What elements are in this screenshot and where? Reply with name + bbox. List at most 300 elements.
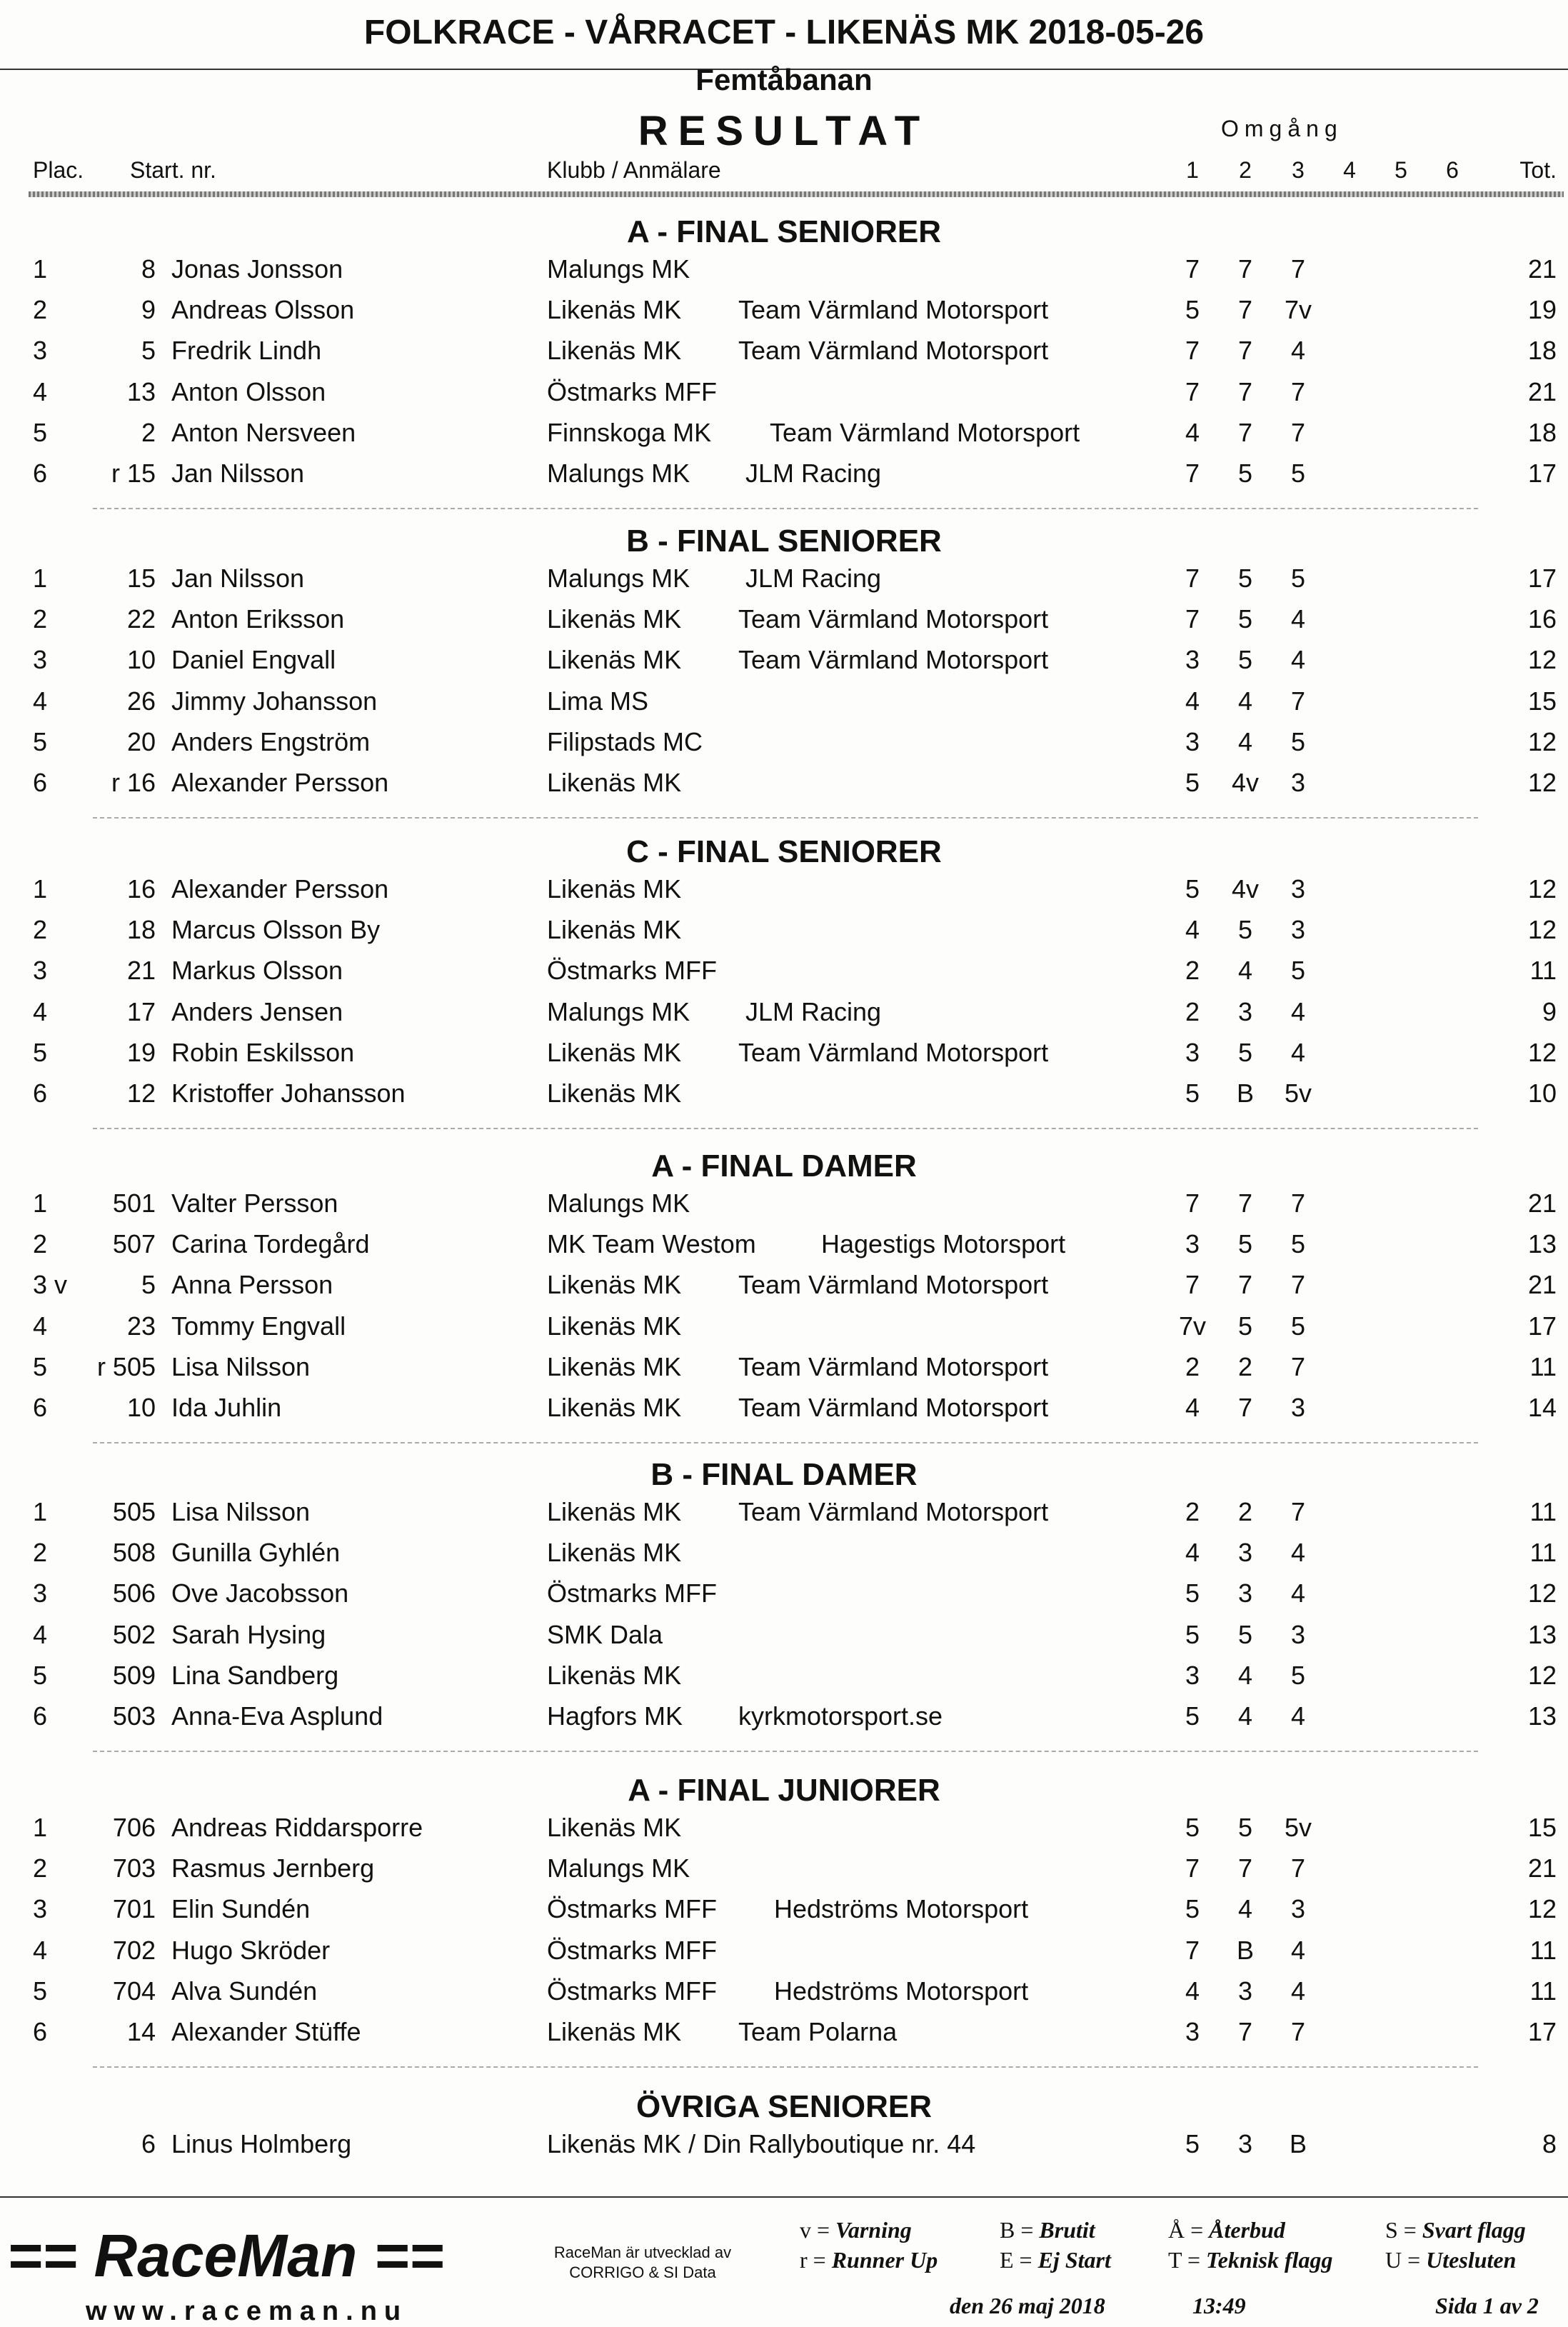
round-1-score: 5 (1185, 1813, 1200, 1842)
round-2-score: 4 (1237, 726, 1253, 756)
round-3-score: 4 (1290, 1935, 1306, 1965)
driver-name: Alexander Persson (171, 768, 389, 797)
round-2-score: 5 (1237, 1813, 1253, 1842)
section-separator (93, 1751, 1478, 1752)
placement: 1 (33, 564, 48, 593)
legend-code: S (1385, 2217, 1398, 2243)
total-points: 17 (1527, 459, 1557, 488)
table-row (0, 874, 1568, 915)
col-round-6: 6 (1446, 157, 1459, 183)
club-name: Likenäs MK (547, 1813, 682, 1842)
start-number: 22 (126, 604, 156, 634)
club-name: Likenäs MK (547, 1037, 682, 1067)
total-points: 11 (1529, 1497, 1557, 1526)
table-row (0, 645, 1568, 686)
start-number: 508 (112, 1538, 156, 1568)
round-1-score: 5 (1185, 1701, 1200, 1731)
start-number: 8 (141, 254, 156, 284)
round-1-score: 7 (1185, 564, 1200, 593)
round-3-score: 5 (1290, 1311, 1306, 1341)
round-3-score: 7 (1290, 376, 1306, 406)
round-1-score: 7 (1185, 1935, 1200, 1965)
club-name: Likenäs MK (547, 1270, 682, 1300)
total-points: 12 (1527, 1037, 1557, 1067)
start-number: r 15 (111, 459, 156, 488)
team-name: kyrkmotorsport.se (738, 1701, 943, 1731)
club-name: Likenäs MK (547, 874, 682, 904)
club-name: Likenäs MK (547, 2017, 682, 2046)
placement: 5 (33, 1976, 48, 2006)
legend-item-t: T = Teknisk flagg (1168, 2247, 1333, 2273)
round-1-score: 7 (1185, 1270, 1200, 1300)
start-number: 19 (126, 1037, 156, 1067)
round-3-score: 4 (1290, 336, 1306, 366)
club-name: Likenäs MK (547, 1351, 682, 1381)
team-name: Hedströms Motorsport (774, 1894, 1029, 1924)
round-2-score: 3 (1237, 1976, 1253, 2006)
round-3-score: 3 (1290, 768, 1306, 797)
round-3-score: 7 (1290, 1188, 1306, 1218)
club-name: Östmarks MFF (547, 956, 717, 986)
round-2-score: 4 (1237, 1660, 1253, 1690)
total-points: 17 (1527, 2017, 1557, 2046)
table-row (0, 727, 1568, 768)
placement: 5 (33, 1351, 48, 1381)
round-3-score: 7v (1284, 295, 1312, 325)
round-1-score: 7 (1185, 336, 1200, 366)
team-name: JLM Racing (745, 459, 882, 488)
table-row (0, 377, 1568, 418)
results-heading: RESULTAT (638, 108, 930, 154)
start-number: r 16 (111, 768, 156, 797)
table-row (0, 1620, 1568, 1661)
start-number: 503 (112, 1701, 156, 1731)
round-3-score: 3 (1290, 915, 1306, 945)
start-number: 20 (126, 726, 156, 756)
round-1-score: 5 (1185, 1619, 1200, 1649)
total-points: 11 (1529, 1538, 1557, 1568)
driver-name: Anton Eriksson (171, 604, 345, 634)
driver-name: Anton Olsson (171, 376, 326, 406)
round-2-score: 5 (1237, 564, 1253, 593)
start-number: 6 (141, 2129, 156, 2158)
round-1-score: 3 (1185, 2017, 1200, 2046)
col-plac: Plac. (33, 157, 84, 183)
section-title: B - FINAL SENIORER (626, 524, 942, 559)
col-club: Klubb / Anmälare (547, 157, 721, 183)
start-number: 703 (112, 1853, 156, 1883)
start-number: 9 (141, 295, 156, 325)
round-2-score: 4 (1237, 956, 1253, 986)
col-round-2: 2 (1239, 157, 1252, 183)
driver-name: Alva Sundén (171, 1976, 318, 2006)
start-number: 23 (126, 1311, 156, 1341)
driver-name: Sarah Hysing (171, 1619, 326, 1649)
placement: 5 (33, 1037, 48, 1067)
legend-text: Brutit (1039, 2217, 1095, 2243)
driver-name: Fredrik Lindh (171, 336, 322, 366)
placement: 5 (33, 1660, 48, 1690)
table-row (0, 1813, 1568, 1853)
round-1-score: 7 (1185, 1853, 1200, 1883)
round-1-score: 5 (1185, 768, 1200, 797)
placement: 1 (33, 254, 48, 284)
round-1-score: 3 (1185, 645, 1200, 675)
driver-name: Jimmy Johansson (171, 686, 378, 716)
page-number: Sida 1 av 2 (1435, 2293, 1539, 2318)
round-1-score: 3 (1185, 726, 1200, 756)
driver-name: Tommy Engvall (171, 1311, 346, 1341)
section-separator (93, 2066, 1478, 2068)
placement: 1 (33, 1813, 48, 1842)
total-points: 14 (1527, 1393, 1557, 1422)
round-2-score: 2 (1237, 1497, 1253, 1526)
legend-code: r (800, 2247, 808, 2273)
legend-text: Utesluten (1426, 2247, 1517, 2273)
team-name: Team Värmland Motorsport (738, 645, 1049, 675)
round-1-score: 5 (1185, 2129, 1200, 2158)
table-row (0, 254, 1568, 295)
round-1-score: 3 (1185, 1229, 1200, 1259)
round-3-score: 4 (1290, 645, 1306, 675)
team-name: Team Värmland Motorsport (738, 1270, 1049, 1300)
round-1-score: 5 (1185, 295, 1200, 325)
table-row (0, 1936, 1568, 1976)
round-1-score: 4 (1185, 915, 1200, 945)
team-name: Team Värmland Motorsport (738, 1351, 1049, 1381)
table-row (0, 2017, 1568, 2058)
start-number: 13 (126, 376, 156, 406)
table-row (0, 1853, 1568, 1894)
track-name: Femtåbanan (695, 63, 873, 96)
start-number: 509 (112, 1660, 156, 1690)
legend-item-a: Å = Återbud (1168, 2217, 1285, 2243)
driver-name: Anders Jensen (171, 996, 343, 1026)
driver-name: Alexander Stüffe (171, 2017, 361, 2046)
team-name: JLM Racing (745, 564, 882, 593)
placement: 2 (33, 295, 48, 325)
raceman-url: www.raceman.nu (86, 2296, 408, 2326)
round-2-score: 7 (1237, 376, 1253, 406)
round-2-score: 5 (1237, 1229, 1253, 1259)
print-date: den 26 maj 2018 (950, 2293, 1105, 2318)
total-points: 17 (1527, 564, 1557, 593)
round-3-score: 4 (1290, 604, 1306, 634)
placement: 1 (33, 874, 48, 904)
print-time: 13:49 (1192, 2293, 1246, 2318)
total-points: 9 (1542, 996, 1557, 1026)
table-row (0, 915, 1568, 956)
round-3-score: B (1289, 2129, 1307, 2158)
section-title: A - FINAL SENIORER (626, 214, 942, 249)
total-points: 16 (1527, 604, 1557, 634)
table-row (0, 1229, 1568, 1270)
club-name: Östmarks MFF (547, 1935, 717, 1965)
driver-name: Jan Nilsson (171, 459, 305, 488)
club-name: Likenäs MK (547, 1497, 682, 1526)
start-number: 704 (112, 1976, 156, 2006)
club-name: Likenäs MK (547, 1660, 682, 1690)
round-2-score: 5 (1237, 1311, 1253, 1341)
start-number: 701 (112, 1894, 156, 1924)
round-1-score: 5 (1185, 1578, 1200, 1608)
table-row (0, 1270, 1568, 1311)
start-number: 5 (141, 336, 156, 366)
driver-name: Ove Jacobsson (171, 1578, 349, 1608)
table-row (0, 418, 1568, 459)
col-round-5: 5 (1394, 157, 1407, 183)
placement: 3 (33, 1578, 48, 1608)
club-name: Likenäs MK (547, 336, 682, 366)
team-name: Team Värmland Motorsport (738, 1497, 1049, 1526)
total-points: 13 (1527, 1701, 1557, 1731)
round-1-score: 4 (1185, 686, 1200, 716)
round-1-score: 5 (1185, 1894, 1200, 1924)
club-name: Malungs MK (547, 1188, 690, 1218)
driver-name: Carina Tordegård (171, 1229, 370, 1259)
start-number: 5 (141, 1270, 156, 1300)
round-2-score: 3 (1237, 2129, 1253, 2158)
round-3-score: 5 (1290, 1660, 1306, 1690)
round-3-score: 4 (1290, 1701, 1306, 1731)
round-2-score: 7 (1237, 1188, 1253, 1218)
col-round-1: 1 (1186, 157, 1199, 183)
total-points: 12 (1527, 874, 1557, 904)
club-name: Likenäs MK (547, 1311, 682, 1341)
start-number: 16 (126, 874, 156, 904)
driver-name: Robin Eskilsson (171, 1037, 355, 1067)
table-row (0, 459, 1568, 499)
placement: 3 v (33, 1270, 68, 1300)
table-row (0, 1578, 1568, 1619)
total-points: 19 (1527, 295, 1557, 325)
section-separator (93, 817, 1478, 819)
driver-name: Alexander Persson (171, 874, 389, 904)
table-row (0, 1038, 1568, 1079)
round-2-score: 7 (1237, 295, 1253, 325)
round-1-score: 5 (1185, 874, 1200, 904)
placement: 2 (33, 1538, 48, 1568)
placement: 2 (33, 1229, 48, 1259)
round-2-score: 2 (1237, 1351, 1253, 1381)
driver-name: Anna-Eva Asplund (171, 1701, 383, 1731)
placement: 3 (33, 956, 48, 986)
total-points: 21 (1527, 1188, 1557, 1218)
team-name: Team Värmland Motorsport (738, 604, 1049, 634)
driver-name: Lisa Nilsson (171, 1497, 311, 1526)
round-1-score: 3 (1185, 1660, 1200, 1690)
total-points: 13 (1527, 1229, 1557, 1259)
legend-code: T (1168, 2247, 1182, 2273)
round-3-score: 5 (1290, 459, 1306, 488)
table-row (0, 1701, 1568, 1742)
start-number: 15 (126, 564, 156, 593)
total-points: 8 (1542, 2129, 1557, 2158)
driver-name: Kristoffer Johansson (171, 1079, 406, 1108)
table-row (0, 604, 1568, 645)
legend-item-v: v = Varning (800, 2217, 912, 2243)
legend-item-r: r = Runner Up (800, 2247, 938, 2273)
team-name: Team Värmland Motorsport (770, 417, 1080, 447)
start-number: 26 (126, 686, 156, 716)
round-3-score: 7 (1290, 686, 1306, 716)
total-points: 11 (1529, 956, 1557, 986)
section-separator (93, 1442, 1478, 1443)
total-points: 12 (1527, 645, 1557, 675)
team-name: JLM Racing (745, 996, 882, 1026)
round-3-score: 4 (1290, 1976, 1306, 2006)
legend-item-u: U = Utesluten (1385, 2247, 1517, 2273)
club-name: Likenäs MK (547, 915, 682, 945)
placement: 4 (33, 376, 48, 406)
raceman-logo: == RaceMan == (7, 2222, 444, 2289)
team-name: Team Polarna (738, 2017, 898, 2046)
developer-info-line2: CORRIGO & SI Data (569, 2263, 716, 2281)
table-row (0, 686, 1568, 727)
round-3-score: 3 (1290, 1619, 1306, 1649)
placement: 6 (33, 459, 48, 488)
round-2-score: 3 (1237, 996, 1253, 1026)
round-2-score: 5 (1237, 459, 1253, 488)
table-row (0, 2129, 1568, 2170)
start-number: 12 (126, 1079, 156, 1108)
driver-name: Ida Juhlin (171, 1393, 282, 1422)
driver-name: Rasmus Jernberg (171, 1853, 375, 1883)
section-separator (93, 508, 1478, 509)
total-points: 21 (1527, 254, 1557, 284)
total-points: 13 (1527, 1619, 1557, 1649)
placement: 6 (33, 768, 48, 797)
round-3-score: 5 (1290, 564, 1306, 593)
round-2-score: 7 (1237, 254, 1253, 284)
club-name: Malungs MK (547, 564, 690, 593)
driver-name: Anton Nersveen (171, 417, 356, 447)
table-row (0, 1393, 1568, 1433)
table-row (0, 295, 1568, 336)
total-points: 11 (1529, 1976, 1557, 2006)
total-points: 11 (1529, 1935, 1557, 1965)
placement: 4 (33, 1935, 48, 1965)
table-row (0, 564, 1568, 604)
legend-item-b: B = Brutit (1000, 2217, 1095, 2243)
round-1-score: 4 (1185, 417, 1200, 447)
start-number: 505 (112, 1497, 156, 1526)
round-2-score: 5 (1237, 645, 1253, 675)
club-name: Malungs MK (547, 1853, 690, 1883)
col-round-3: 3 (1292, 157, 1305, 183)
round-2-score: 4 (1237, 1894, 1253, 1924)
team-name: Team Värmland Motorsport (738, 336, 1049, 366)
placement: 2 (33, 604, 48, 634)
start-number: 506 (112, 1578, 156, 1608)
legend-text: Återbud (1209, 2217, 1285, 2243)
legend-item-s: S = Svart flagg (1385, 2217, 1526, 2243)
round-2-score: B (1236, 1079, 1254, 1108)
start-number: 10 (126, 1393, 156, 1422)
club-name: Filipstads MC (547, 726, 703, 756)
team-name: Team Värmland Motorsport (738, 1393, 1049, 1422)
start-number: 14 (126, 2017, 156, 2046)
table-row (0, 1661, 1568, 1701)
total-points: 21 (1527, 376, 1557, 406)
club-name: Östmarks MFF (547, 1976, 717, 2006)
placement: 4 (33, 686, 48, 716)
club-name: Malungs MK (547, 254, 690, 284)
total-points: 12 (1527, 1894, 1557, 1924)
round-3-score: 7 (1290, 1497, 1306, 1526)
club-name: Likenäs MK (547, 645, 682, 675)
team-name: Hedströms Motorsport (774, 1976, 1029, 2006)
driver-name: Daniel Engvall (171, 645, 336, 675)
team-name: Team Värmland Motorsport (738, 1037, 1049, 1067)
table-row (0, 1352, 1568, 1393)
total-points: 12 (1527, 915, 1557, 945)
round-3-score: 3 (1290, 1894, 1306, 1924)
driver-name: Gunilla Gyhlén (171, 1538, 341, 1568)
table-row (0, 1497, 1568, 1538)
placement: 5 (33, 726, 48, 756)
driver-name: Elin Sundén (171, 1894, 311, 1924)
total-points: 21 (1527, 1270, 1557, 1300)
start-number: 501 (112, 1188, 156, 1218)
club-name: Likenäs MK / Din Rallyboutique nr. 44 (547, 2129, 976, 2158)
placement: 6 (33, 2017, 48, 2046)
developer-info-line1: RaceMan är utvecklad av (553, 2243, 732, 2261)
col-tot: Tot. (1519, 157, 1557, 183)
developer-info (536, 2243, 750, 2283)
table-row (0, 1079, 1568, 1119)
club-name: Likenäs MK (547, 1393, 682, 1422)
placement: 3 (33, 1894, 48, 1924)
club-name: Likenäs MK (547, 604, 682, 634)
placement: 2 (33, 1853, 48, 1883)
col-round-4: 4 (1343, 157, 1356, 183)
start-number: 507 (112, 1229, 156, 1259)
section-title: ÖVRIGA SENIORER (636, 2089, 932, 2124)
round-3-score: 7 (1290, 1270, 1306, 1300)
round-2-score: 5 (1237, 1037, 1253, 1067)
placement: 4 (33, 1311, 48, 1341)
round-2-score: 5 (1237, 1619, 1253, 1649)
start-number: r 505 (96, 1351, 156, 1381)
driver-name: Valter Persson (171, 1188, 338, 1218)
club-name: Hagfors MK (547, 1701, 683, 1731)
round-3-score: 7 (1290, 417, 1306, 447)
legend-text: Teknisk flagg (1206, 2247, 1333, 2273)
document-title: FOLKRACE - VÅRRACET - LIKENÄS MK 2018-05-26 (363, 14, 1205, 51)
total-points: 21 (1527, 1853, 1557, 1883)
round-1-score: 4 (1185, 1976, 1200, 2006)
round-2-score: 7 (1237, 2017, 1253, 2046)
placement: 4 (33, 996, 48, 1026)
round-1-score: 7 (1185, 254, 1200, 284)
round-1-score: 2 (1185, 956, 1200, 986)
club-name: Östmarks MFF (547, 376, 717, 406)
round-3-score: 7 (1290, 254, 1306, 284)
round-3-score: 7 (1290, 1853, 1306, 1883)
section-title: A - FINAL DAMER (651, 1149, 917, 1183)
round-1-score: 4 (1185, 1393, 1200, 1422)
start-number: 502 (112, 1619, 156, 1649)
driver-name: Jan Nilsson (171, 564, 305, 593)
total-points: 12 (1527, 768, 1557, 797)
team-name: Team Värmland Motorsport (738, 295, 1049, 325)
round-1-score: 2 (1185, 996, 1200, 1026)
round-3-score: 3 (1290, 874, 1306, 904)
round-2-score: 7 (1237, 417, 1253, 447)
driver-name: Anders Engström (171, 726, 371, 756)
round-3-score: 4 (1290, 996, 1306, 1026)
